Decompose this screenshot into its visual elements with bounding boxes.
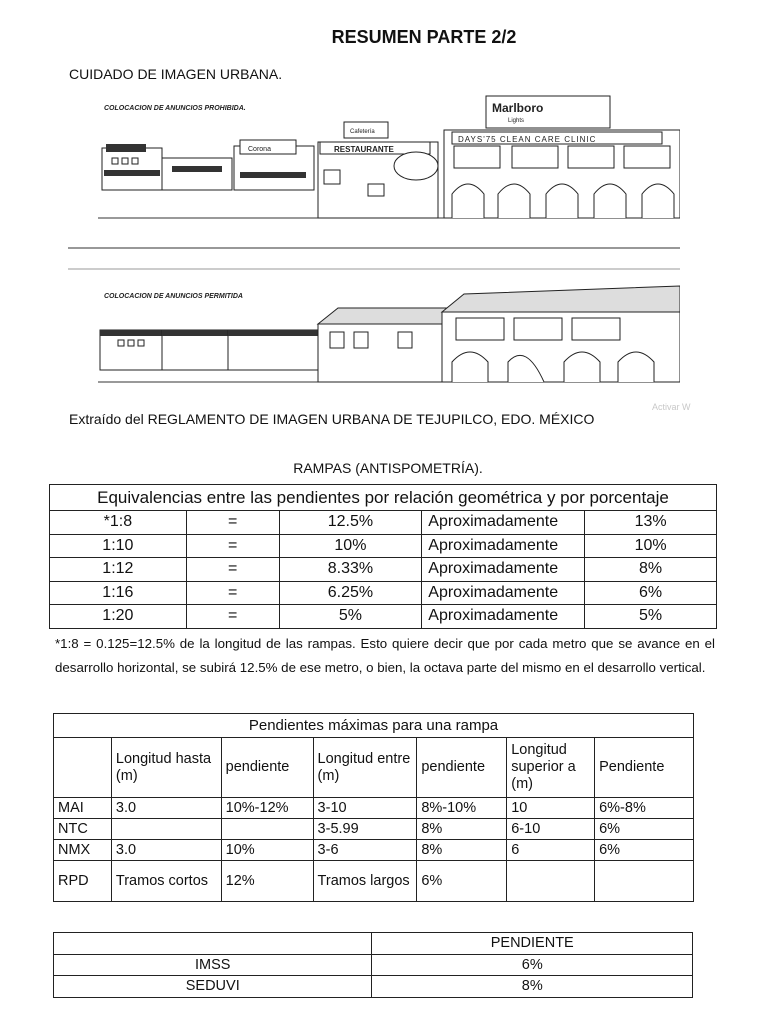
lights-sign: Lights xyxy=(508,118,525,124)
table-cell: Tramos largos xyxy=(313,861,417,902)
table-row xyxy=(50,511,717,535)
table-cell: 6% xyxy=(372,954,693,976)
cafeteria-sign: Cafetería xyxy=(350,129,375,135)
table-cell: 5% xyxy=(585,605,717,629)
table-cell: 6% xyxy=(595,840,694,861)
table-cell: RPD xyxy=(54,861,112,902)
table-row xyxy=(50,605,717,629)
table-cell: 10% xyxy=(585,534,717,558)
table-header-cell xyxy=(54,738,112,798)
table-cell: 3-6 xyxy=(313,840,417,861)
table-cell: 8% xyxy=(372,976,693,998)
restaurante-sign: RESTAURANTE xyxy=(334,145,394,154)
table-cell: IMSS xyxy=(54,954,372,976)
clinic-sign: DAYS'75 CLEAN CARE CLINIC xyxy=(458,135,597,144)
table-cell: MAI xyxy=(54,798,112,819)
table-row xyxy=(54,976,693,998)
table-header-cell: pendiente xyxy=(221,738,313,798)
table-cell xyxy=(221,819,313,840)
table-cell: 3-10 xyxy=(313,798,417,819)
table-cell: 10 xyxy=(507,798,595,819)
table-header-cell: pendiente xyxy=(417,738,507,798)
table-cell: 1:10 xyxy=(50,534,187,558)
ramps-heading: RAMPAS (ANTISPOMETRÍA). xyxy=(293,460,483,476)
table-header-cell: Pendiente xyxy=(595,738,694,798)
table-header-row xyxy=(54,933,693,955)
table-cell: NMX xyxy=(54,840,112,861)
table-row xyxy=(54,819,694,840)
table-row xyxy=(54,954,693,976)
table-header-cell xyxy=(54,933,372,955)
table-cell: *1:8 xyxy=(50,511,187,535)
table-cell: = xyxy=(186,511,279,535)
table-cell: 6 xyxy=(507,840,595,861)
table-cell: Aproximadamente xyxy=(422,558,585,582)
table-row xyxy=(50,581,717,605)
table-cell: = xyxy=(186,558,279,582)
table-cell: 12% xyxy=(221,861,313,902)
table-cell: 3.0 xyxy=(111,840,221,861)
table-cell xyxy=(507,861,595,902)
max-slopes-title: Pendientes máximas para una rampa xyxy=(54,714,694,738)
table-cell xyxy=(111,819,221,840)
table-cell: = xyxy=(186,581,279,605)
table-cell: 8% xyxy=(585,558,717,582)
table-cell: Tramos cortos xyxy=(111,861,221,902)
watermark: Activar W xyxy=(652,402,691,412)
table-cell: 10%-12% xyxy=(221,798,313,819)
table-cell: 10% xyxy=(279,534,422,558)
institution-slopes-table xyxy=(53,932,693,998)
table-cell: NTC xyxy=(54,819,112,840)
max-slopes-table xyxy=(53,713,694,902)
table-cell: 6% xyxy=(595,819,694,840)
illustration-caption: Extraído del REGLAMENTO DE IMAGEN URBANA DE TEJUPILCO, EDO. MÉXICO xyxy=(69,411,595,427)
table-cell: 8%-10% xyxy=(417,798,507,819)
table-header-cell: PENDIENTE xyxy=(372,933,693,955)
table-cell: 8.33% xyxy=(279,558,422,582)
table-cell: Aproximadamente xyxy=(422,534,585,558)
table-cell: 6% xyxy=(417,861,507,902)
urban-image-illustration xyxy=(68,86,680,408)
table-row xyxy=(54,840,694,861)
table-header-cell: Longitud superior a (m) xyxy=(507,738,595,798)
table-cell: 1:20 xyxy=(50,605,187,629)
table-cell: SEDUVI xyxy=(54,976,372,998)
table-cell: Aproximadamente xyxy=(422,511,585,535)
table-row xyxy=(50,534,717,558)
table-cell: 1:16 xyxy=(50,581,187,605)
table-cell: = xyxy=(186,605,279,629)
table-cell: 6-10 xyxy=(507,819,595,840)
table-cell: 13% xyxy=(585,511,717,535)
table-header-row xyxy=(54,738,694,798)
table-cell: 6%-8% xyxy=(595,798,694,819)
table-cell: 1:12 xyxy=(50,558,187,582)
equivalence-table xyxy=(49,484,717,629)
table-row xyxy=(54,798,694,819)
prohibited-label: COLOCACION DE ANUNCIOS PROHIBIDA. xyxy=(104,105,246,112)
table-cell: 6% xyxy=(585,581,717,605)
section-subtitle: CUIDADO DE IMAGEN URBANA. xyxy=(69,66,283,82)
ramp-note: *1:8 = 0.125=12.5% de la longitud de las rampas. Esto quiere decir que por cada metro que se avance en el desarrollo horizontal, se subirá 12.5% de ese metro, o bien, la octava parte del mismo en el desarrollo vertical. xyxy=(55,636,715,675)
table-header-cell: Longitud entre (m) xyxy=(313,738,417,798)
table-row xyxy=(50,558,717,582)
table-cell: 8% xyxy=(417,819,507,840)
table-cell: 3.0 xyxy=(111,798,221,819)
table-cell: 5% xyxy=(279,605,422,629)
table-cell: Aproximadamente xyxy=(422,581,585,605)
corona-sign: Corona xyxy=(248,146,271,153)
table-row xyxy=(54,861,694,902)
table-cell: 8% xyxy=(417,840,507,861)
equivalence-table-title: Equivalencias entre las pendientes por relación geométrica y por porcentaje xyxy=(50,485,717,511)
table-header-cell: Longitud hasta (m) xyxy=(111,738,221,798)
table-cell: 10% xyxy=(221,840,313,861)
table-cell xyxy=(595,861,694,902)
table-cell: = xyxy=(186,534,279,558)
table-cell: 12.5% xyxy=(279,511,422,535)
table-cell: 3-5.99 xyxy=(313,819,417,840)
table-cell: 6.25% xyxy=(279,581,422,605)
page-title: RESUMEN PARTE 2/2 xyxy=(331,27,517,47)
permitted-label: COLOCACION DE ANUNCIOS PERMITIDA xyxy=(104,293,243,300)
table-cell: Aproximadamente xyxy=(422,605,585,629)
marlboro-sign: Marlboro xyxy=(492,101,544,115)
